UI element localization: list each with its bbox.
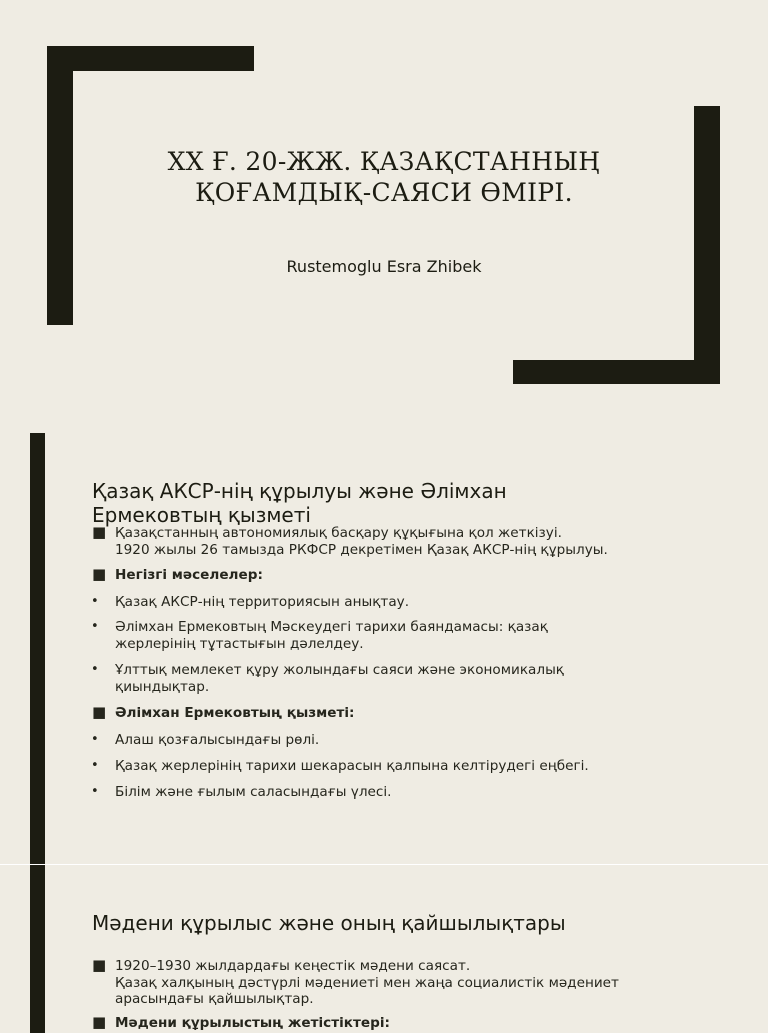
slide-heading-line-2: Ермековтың қызметі [92,503,311,527]
round-bullet-icon: • [91,758,99,773]
list-item: • Қазақ АКСР-нің территориясын анықтау. [91,594,410,610]
list-item: ■ Негізгі мәселелер: [92,565,263,583]
square-bullet-icon: ■ [92,523,107,541]
list-item: • Қазақ жерлерінің тарихи шекарасын қалпына келтірудегі еңбегі. [91,758,589,774]
frame-bar-top-left-horizontal [47,46,254,71]
square-bullet-icon: ■ [92,1013,107,1031]
slide-heading-line-1: Қазақ АКСР-нің құрылуы және Әлімхан [92,479,507,503]
list-item: ■ Қазақстанның автономиялық басқару құқығына қол жеткізуі. 1920 жылы 26 тамызда РКФСР декретімен Қазақ АКСР-нің құрылуы. [92,523,608,558]
list-item: • Алаш қозғалысындағы рөлі. [91,732,320,748]
round-bullet-icon: • [91,732,99,747]
list-item: ■ 1920–1930 жылдардағы кеңестік мәдени саясат. Қазақ халқының дәстүрлі мәдениеті мен жаңа социалистік мәдениет арасындағы қайшылықтар. [92,956,619,1007]
slide-title-line-1: XX Ғ. 20-ЖЖ. ҚАЗАҚСТАННЫҢ [167,147,601,176]
list-item: ■ Әлімхан Ермековтың қызметі: [92,703,355,721]
list-item: • Ұлттық мемлекет құру жолындағы саяси және экономикалық қиындықтар. [91,662,565,695]
square-bullet-icon: ■ [92,565,107,583]
slide-heading [92,479,507,527]
frame-bar-bottom-right-vertical [694,106,720,384]
square-bullet-icon: ■ [92,703,107,721]
square-bullet-icon: ■ [92,956,107,974]
title-slide [0,0,768,430]
frame-bar-bottom-right-horizontal [513,360,720,384]
slide-author: Rustemoglu Esra Zhibek [286,257,482,276]
round-bullet-icon: • [91,594,99,609]
slide-separator [0,864,768,865]
slide-heading: Мәдени құрылыс және оның қайшылықтары [92,911,566,935]
list-item: • Білім және ғылым саласындағы үлесі. [91,784,392,800]
slide-accent-bar [30,433,45,1033]
slide-title-line-2: ҚОҒАМДЫҚ-САЯСИ ӨМІРІ. [195,178,573,207]
round-bullet-icon: • [91,662,99,677]
slide-title [90,146,678,208]
list-item: • Әлімхан Ермековтың Мәскеудегі тарихи баяндамасы: қазақ жерлерінің тұтастығын дәлелдеу. [91,619,548,652]
round-bullet-icon: • [91,619,99,634]
round-bullet-icon: • [91,784,99,799]
frame-bar-top-left-vertical [47,46,73,325]
list-item: ■ Мәдени құрылыстың жетістіктері: [92,1013,390,1031]
